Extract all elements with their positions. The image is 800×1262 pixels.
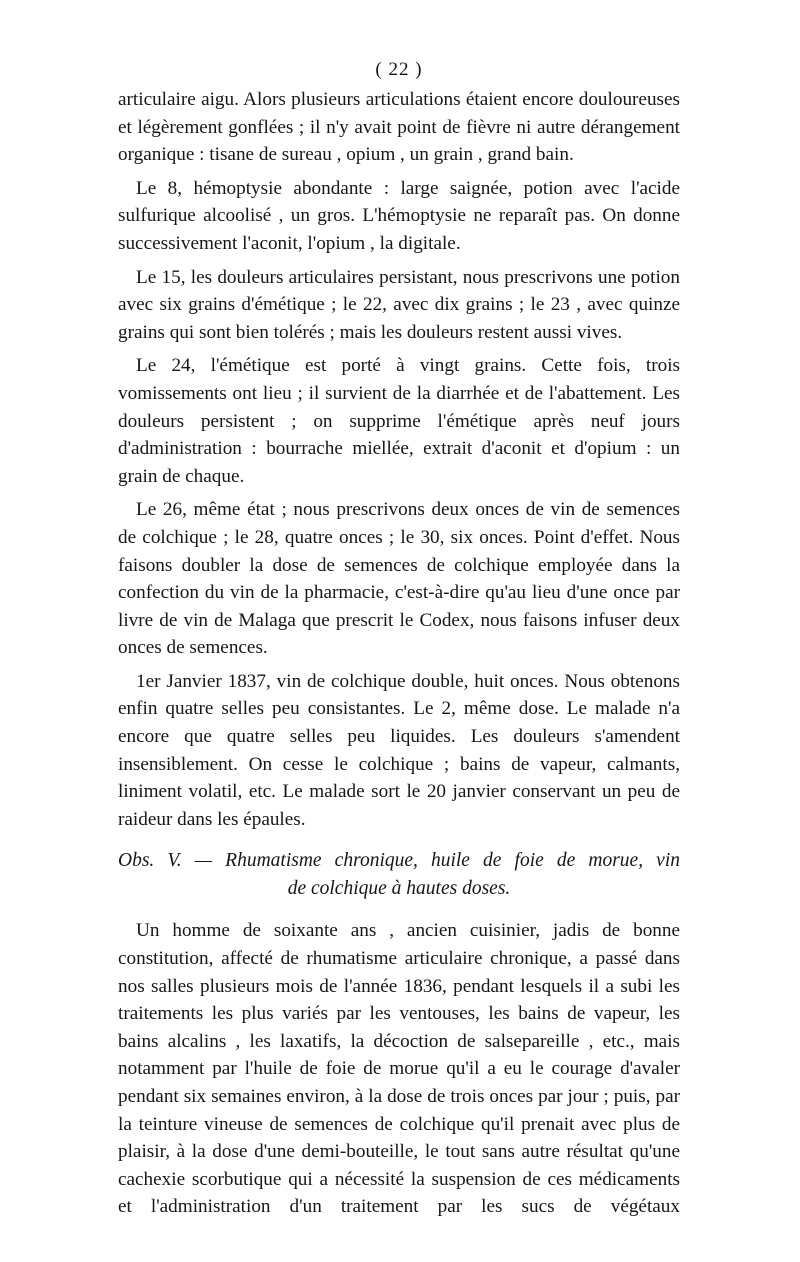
paragraph-continuation: articulaire aigu. Alors plusieurs articulations étaient encore douloureuses et légèrement gonflées ; il n'y avait point de fièvre ni autre dérangement organique : tisane de sureau , opium , un grain , grand bain. (118, 89, 680, 166)
paragraph-day-24: Le 24, l'émétique est porté à vingt grains. Cette fois, trois vomissements ont lieu ; il survient de la diarrhée et de l'abattement. Les douleurs persistent ; on supprime l'émétique après neuf jours d'administration : bourrache miellée, extrait d'aconit et d'opium : un grain de chaque. (118, 355, 680, 487)
paragraph-day-8: Le 8, hémoptysie abondante : large saignée, potion avec l'acide sulfurique alcoolisé , un gros. L'hémoptysie ne reparaît pas. On donne successivement l'aconit, l'opium , la digitale. (118, 177, 680, 254)
paragraph-observation-v: Un homme de soixante ans , ancien cuisinier, jadis de bonne constitution, affecté de rhumatisme articulaire chronique, a passé dans nos salles plusieurs mois de l'année 1836, pendant lesquels il a subi les traitements les plus variés par les ventouses, les bains de vapeur, les bains alcalins , les laxatifs, la décoction de salsepareille , etc., mais notamment par l'huile de foie de morue qu'il a eu le courage d'avaler pendant six semaines environ, à la dose de trois onces par jour ; puis, par la teinture vineuse de semences de colchique qu'il prenait avec plus de plaisir, à la dose d'une demi-bouteille, le tout sans autre résultat qu'une cachexie scorbutique qui a nécessité la suspension de ces médicaments et l'administration d'un traitement par les sucs de végétaux (118, 920, 680, 1218)
observation-heading-line-2: de colchique à hautes doses. (287, 878, 511, 900)
observation-heading-line-1: Obs. V. — Rhumatisme chronique, huile de foie de morue, vin (118, 850, 680, 872)
paragraph-day-26: Le 26, même état ; nous prescrivons deux onces de vin de semences de colchique ; le 28, quatre onces ; le 30, six onces. Point d'effet. Nous faisons doubler la dose de semences de colchique employée dans la confection du vin de la pharmacie, c'est-à-dire qu'au lieu d'une once par livre de vin de Malaga que prescrit le Codex, nous faisons infuser deux onces de semences. (118, 499, 680, 659)
page-number: ( 22 ) (375, 59, 423, 80)
document-page (118, 58, 680, 1221)
paragraph-day-15: Le 15, les douleurs articulaires persistant, nous prescrivons une potion avec six grains d'émétique ; le 22, avec dix grains ; le 23 , avec quinze grains qui sont bien tolérés ; mais les douleurs restent aussi vives. (118, 266, 680, 343)
observation-heading (118, 847, 680, 903)
paragraph-january-1837: 1er Janvier 1837, vin de colchique double, huit onces. Nous obtenons enfin quatre selles peu consistantes. Le 2, même dose. Le malade n'a encore que quatre selles peu liquides. Les douleurs s'amendent insensiblement. On cesse le colchique ; bains de vapeur, calmants, liniment volatil, etc. Le malade sort le 20 janvier conservant un peu de raideur dans les épaules. (118, 670, 680, 830)
